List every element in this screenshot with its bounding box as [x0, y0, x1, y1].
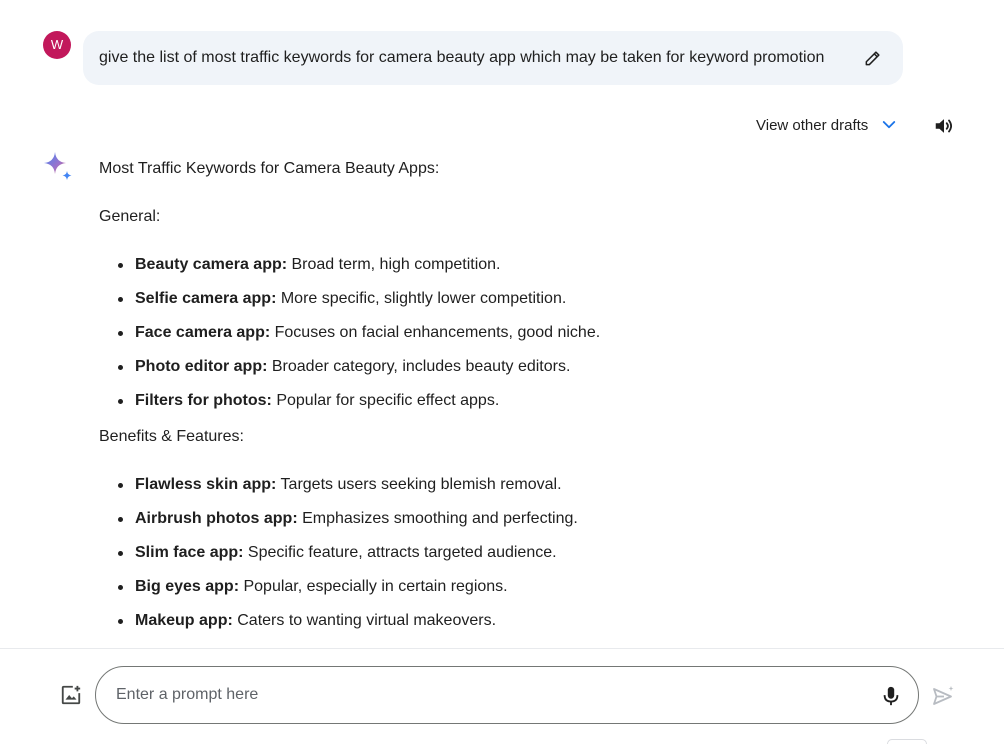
keyword-desc: More specific, slightly lower competition. — [276, 290, 567, 307]
prompt-input-box — [95, 666, 919, 724]
keyword-desc: Emphasizes smoothing and perfecting. — [297, 510, 578, 527]
keyword-list-general — [99, 254, 959, 412]
mic-icon[interactable] — [880, 685, 902, 707]
avatar[interactable]: W — [43, 31, 71, 59]
list-item — [99, 288, 959, 310]
response-title: Most Traffic Keywords for Camera Beauty Apps: — [99, 160, 440, 177]
keyword-term: Big eyes app: — [135, 578, 240, 595]
keyword-desc: Popular for specific effect apps. — [271, 392, 500, 409]
keyword-desc: Popular, especially in certain regions. — [239, 578, 508, 595]
list-item — [99, 322, 959, 344]
list-item — [99, 508, 959, 530]
view-other-drafts-label: View other drafts — [756, 116, 869, 134]
add-image-icon[interactable] — [60, 684, 82, 706]
section-heading-benefits: Benefits & Features: — [99, 428, 244, 445]
sparkle-icon — [43, 151, 75, 183]
keyword-list-benefits — [99, 474, 959, 632]
keyword-term: Beauty camera app: — [135, 256, 288, 273]
keyword-desc: Caters to wanting virtual makeovers. — [232, 612, 497, 629]
list-item — [99, 390, 959, 412]
section-heading-general: General: — [99, 208, 161, 225]
keyword-desc: Specific feature, attracts targeted audience. — [243, 544, 557, 561]
keyword-term: Flawless skin app: — [135, 476, 277, 493]
keyword-term: Selfie camera app: — [135, 290, 277, 307]
chevron-down-icon — [880, 116, 898, 134]
list-item — [99, 610, 959, 632]
keyword-desc: Targets users seeking blemish removal. — [276, 476, 562, 493]
edit-icon[interactable] — [863, 48, 883, 68]
keyword-term: Photo editor app: — [135, 358, 268, 375]
keyword-desc: Focuses on facial enhancements, good niche. — [270, 324, 601, 341]
keyword-term: Filters for photos: — [135, 392, 272, 409]
keyword-term: Face camera app: — [135, 324, 271, 341]
user-prompt-text: give the list of most traffic keywords for camera beauty app which may be taken for keyword promotion — [99, 49, 825, 66]
keyword-term: Makeup app: — [135, 612, 233, 629]
list-item — [99, 576, 959, 598]
view-other-drafts-button[interactable] — [756, 116, 898, 134]
keyword-desc: Broader category, includes beauty editors. — [267, 358, 571, 375]
keyword-term: Slim face app: — [135, 544, 244, 561]
user-prompt-bubble — [83, 31, 903, 85]
speaker-icon[interactable] — [933, 115, 955, 137]
list-item — [99, 542, 959, 564]
list-item — [99, 474, 959, 496]
prompt-input[interactable] — [116, 667, 856, 723]
bottom-chip — [887, 739, 927, 744]
model-response — [99, 158, 959, 644]
send-icon[interactable] — [931, 684, 955, 708]
keyword-term: Airbrush photos app: — [135, 510, 298, 527]
list-item — [99, 254, 959, 276]
keyword-desc: Broad term, high competition. — [287, 256, 501, 273]
list-item — [99, 356, 959, 378]
